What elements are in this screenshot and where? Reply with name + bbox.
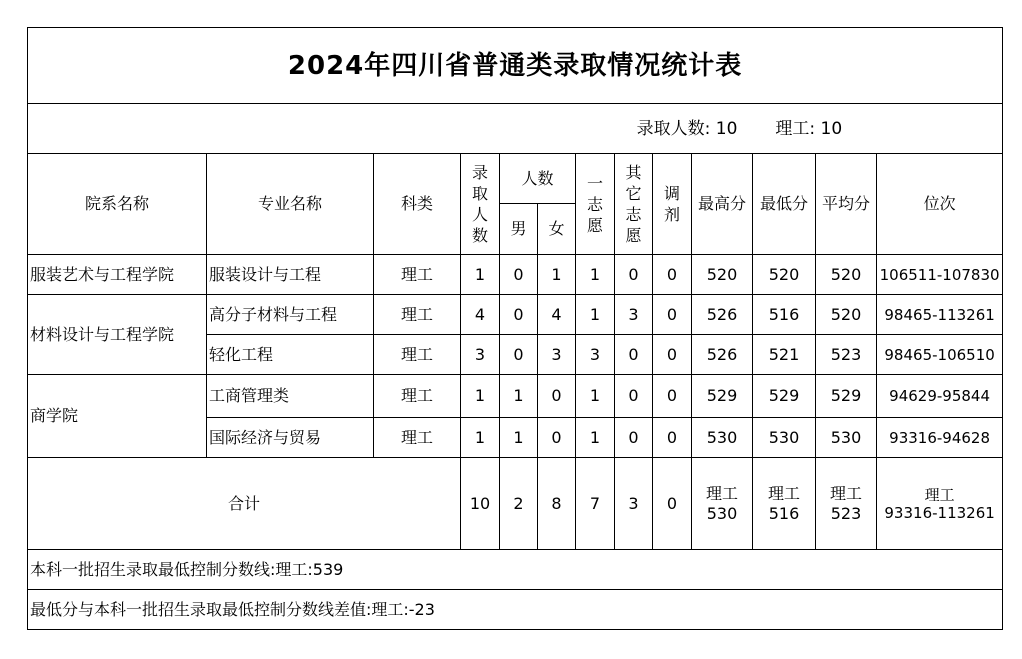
first-choice-cell: 1 xyxy=(576,295,615,335)
rank-cell: 98465-113261 xyxy=(877,295,1003,335)
admitted-cell: 1 xyxy=(461,255,500,295)
header-first-choice: 一 志 愿 xyxy=(576,154,615,255)
max-cell: 520 xyxy=(692,255,753,295)
total-row xyxy=(28,458,1003,550)
header-adjust: 调 剂 xyxy=(653,154,692,255)
total-first-choice: 7 xyxy=(576,458,615,550)
header-max: 最高分 xyxy=(692,154,753,255)
admission-statistics-table xyxy=(27,27,1003,630)
avg-cell: 529 xyxy=(816,375,877,418)
total-max: 理工 530 xyxy=(692,458,753,550)
total-female: 8 xyxy=(538,458,576,550)
first-choice-cell: 3 xyxy=(576,335,615,375)
min-cell: 530 xyxy=(753,418,816,458)
header-category: 科类 xyxy=(374,154,461,255)
total-rank: 理工 93316-113261 xyxy=(877,458,1003,550)
other-choice-cell: 0 xyxy=(615,335,653,375)
page-title: 2024年四川省普通类录取情况统计表 xyxy=(28,28,1003,104)
male-cell: 1 xyxy=(500,375,538,418)
admitted-cell: 3 xyxy=(461,335,500,375)
other-choice-cell: 0 xyxy=(615,255,653,295)
table-row xyxy=(28,375,1003,418)
admitted-cell: 1 xyxy=(461,418,500,458)
total-admitted: 10 xyxy=(461,458,500,550)
footer-control-line: 本科一批招生录取最低控制分数线:理工:539 xyxy=(28,550,1003,590)
female-cell: 3 xyxy=(538,335,576,375)
total-male: 2 xyxy=(500,458,538,550)
header-female: 女 xyxy=(538,204,576,255)
summary-count: 10 xyxy=(715,118,738,139)
avg-cell: 523 xyxy=(816,335,877,375)
adjust-cell: 0 xyxy=(653,375,692,418)
male-cell: 0 xyxy=(500,335,538,375)
major-cell: 轻化工程 xyxy=(207,335,374,375)
other-choice-cell: 0 xyxy=(615,418,653,458)
admitted-cell: 4 xyxy=(461,295,500,335)
first-choice-cell: 1 xyxy=(576,255,615,295)
category-cell: 理工 xyxy=(374,255,461,295)
female-cell: 4 xyxy=(538,295,576,335)
other-choice-cell: 3 xyxy=(615,295,653,335)
min-cell: 529 xyxy=(753,375,816,418)
table-row xyxy=(28,295,1003,335)
category-cell: 理工 xyxy=(374,418,461,458)
min-cell: 516 xyxy=(753,295,816,335)
female-cell: 0 xyxy=(538,375,576,418)
header-dept: 院系名称 xyxy=(28,154,207,255)
dept-cell: 商学院 xyxy=(28,375,207,458)
summary-type-label: 理工: xyxy=(775,118,816,139)
total-adjust: 0 xyxy=(653,458,692,550)
total-min: 理工 516 xyxy=(753,458,816,550)
total-other-choice: 3 xyxy=(615,458,653,550)
summary-type-count: 10 xyxy=(820,118,843,139)
adjust-cell: 0 xyxy=(653,335,692,375)
max-cell: 529 xyxy=(692,375,753,418)
header-min: 最低分 xyxy=(753,154,816,255)
header-avg: 平均分 xyxy=(816,154,877,255)
header-major: 专业名称 xyxy=(207,154,374,255)
total-avg: 理工 523 xyxy=(816,458,877,550)
category-cell: 理工 xyxy=(374,295,461,335)
avg-cell: 520 xyxy=(816,255,877,295)
header-rank: 位次 xyxy=(877,154,1003,255)
major-cell: 高分子材料与工程 xyxy=(207,295,374,335)
rank-cell: 93316-94628 xyxy=(877,418,1003,458)
first-choice-cell: 1 xyxy=(576,418,615,458)
total-label: 合计 xyxy=(28,458,461,550)
first-choice-cell: 1 xyxy=(576,375,615,418)
other-choice-cell: 0 xyxy=(615,375,653,418)
major-cell: 工商管理类 xyxy=(207,375,374,418)
rank-cell: 106511-107830 xyxy=(877,255,1003,295)
major-cell: 国际经济与贸易 xyxy=(207,418,374,458)
adjust-cell: 0 xyxy=(653,418,692,458)
table-row xyxy=(28,255,1003,295)
category-cell: 理工 xyxy=(374,375,461,418)
rank-cell: 98465-106510 xyxy=(877,335,1003,375)
male-cell: 0 xyxy=(500,295,538,335)
min-cell: 521 xyxy=(753,335,816,375)
admission-summary xyxy=(28,104,1003,154)
header-other-choice: 其 它 志 愿 xyxy=(615,154,653,255)
male-cell: 0 xyxy=(500,255,538,295)
dept-cell: 服装艺术与工程学院 xyxy=(28,255,207,295)
female-cell: 1 xyxy=(538,255,576,295)
male-cell: 1 xyxy=(500,418,538,458)
adjust-cell: 0 xyxy=(653,295,692,335)
header-people: 人数 xyxy=(500,154,576,204)
avg-cell: 520 xyxy=(816,295,877,335)
admitted-cell: 1 xyxy=(461,375,500,418)
female-cell: 0 xyxy=(538,418,576,458)
category-cell: 理工 xyxy=(374,335,461,375)
max-cell: 526 xyxy=(692,335,753,375)
max-cell: 530 xyxy=(692,418,753,458)
header-admitted: 录 取 人 数 xyxy=(461,154,500,255)
rank-cell: 94629-95844 xyxy=(877,375,1003,418)
adjust-cell: 0 xyxy=(653,255,692,295)
min-cell: 520 xyxy=(753,255,816,295)
major-cell: 服装设计与工程 xyxy=(207,255,374,295)
max-cell: 526 xyxy=(692,295,753,335)
header-male: 男 xyxy=(500,204,538,255)
summary-label: 录取人数: xyxy=(636,118,711,139)
dept-cell: 材料设计与工程学院 xyxy=(28,295,207,375)
avg-cell: 530 xyxy=(816,418,877,458)
footer-difference-line: 最低分与本科一批招生录取最低控制分数线差值:理工:-23 xyxy=(28,590,1003,630)
